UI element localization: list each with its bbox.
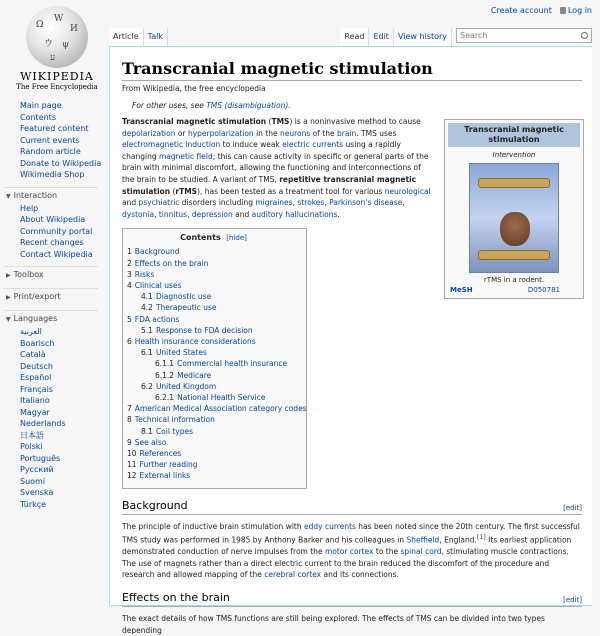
reference-link[interactable]: [1]	[476, 534, 486, 542]
sidebar-nav-item[interactable]: Current events	[20, 135, 80, 145]
link[interactable]: hyperpolarization	[187, 128, 254, 138]
toc-item-link[interactable]: Diagnostic use	[155, 292, 212, 302]
link[interactable]: migraines	[255, 198, 293, 208]
toc-item-number: 10	[127, 449, 137, 458]
bold-term: Transcranial magnetic stimulation	[122, 117, 267, 126]
logo-tagline: The Free Encyclopedia	[16, 83, 98, 91]
text: ,	[187, 209, 192, 219]
chevron-down-icon: ▼	[6, 316, 11, 323]
site-subtitle: From Wikipedia, the free encyclopedia	[122, 84, 266, 93]
sidebar-nav-item[interactable]: Contents	[20, 112, 56, 122]
mesh-link[interactable]: D050781	[527, 286, 560, 294]
lead-paragraph	[122, 116, 432, 220]
text: or	[175, 128, 188, 138]
sidebar-language-item[interactable]: Nederlands	[20, 419, 66, 428]
tab-history[interactable]	[394, 28, 452, 46]
toc-item-link[interactable]: Further reading	[139, 460, 198, 470]
link[interactable]: spinal cord	[400, 547, 442, 557]
toc-item-number: 8	[127, 415, 132, 425]
toc-item-number: 6.1.2	[155, 370, 175, 380]
sidebar-interaction-item[interactable]: Contact Wikipedia	[20, 249, 93, 259]
toc-item-number: 7	[127, 404, 132, 414]
infobox-subtitle: Intervention	[492, 151, 536, 159]
tab-edit[interactable]	[369, 28, 394, 46]
text: using a rapidly changing	[122, 140, 401, 161]
toc-item[interactable]	[127, 403, 307, 414]
sidebar-interaction-item[interactable]: Recent changes	[20, 238, 84, 247]
toc-item[interactable]	[127, 414, 300, 425]
section-edit-link[interactable]: [edit]	[563, 503, 582, 512]
text: (	[266, 117, 272, 126]
view-tabs	[340, 28, 592, 46]
sidebar-heading-interaction[interactable]	[4, 187, 98, 203]
toc-item-link[interactable]: National Health Service	[177, 392, 266, 402]
mesh-label: MeSH	[450, 286, 473, 294]
text: ), has been tested as a treatment tool for various	[197, 186, 385, 196]
sidebar-nav-item[interactable]: Featured content	[20, 124, 89, 133]
sidebar-language-item[interactable]: Deutsch	[20, 361, 53, 371]
sidebar-heading-label: Interaction	[13, 190, 58, 200]
toc-item-number: 5.1	[141, 325, 153, 335]
toc-item[interactable]	[127, 358, 300, 369]
toc-item-link[interactable]: Clinical uses	[134, 280, 182, 290]
login-link[interactable]: Log in	[567, 6, 592, 15]
text: of the	[310, 128, 337, 138]
sidebar-language-item[interactable]: Suomi	[20, 476, 46, 486]
text: ,	[154, 209, 159, 219]
toc-item-number: 3	[127, 269, 132, 279]
link[interactable]: neurological	[384, 186, 431, 196]
tab-read[interactable]	[340, 28, 369, 46]
text: ,	[292, 198, 298, 208]
section-heading-background	[122, 499, 582, 515]
link[interactable]: psychiatric	[138, 198, 180, 208]
toc-item[interactable]	[127, 269, 300, 280]
toc-item[interactable]	[127, 280, 300, 291]
chevron-right-icon: ▶	[6, 294, 11, 301]
text: ,	[324, 198, 330, 208]
sidebar-interaction-item[interactable]: Community portal	[20, 226, 93, 236]
toc-item-link[interactable]: Technical information	[134, 415, 215, 425]
infobox-mesh-row	[448, 284, 580, 294]
link[interactable]: motor cortex	[324, 547, 374, 557]
toc-item-number: 1	[127, 247, 132, 257]
coil-shape	[478, 178, 550, 188]
toc-item-link[interactable]: External links	[139, 471, 191, 481]
toc-hide-toggle[interactable]	[226, 234, 247, 242]
puzzle-globe-icon: Ω W И ウ ψ ע	[26, 6, 88, 68]
text: , stimulating muscle contractions. The use of magnets rather than a direct electric current to the brain reduced the discomfort of the procedure and research and allowed mapping of the	[122, 547, 569, 580]
rodent-image	[500, 212, 530, 246]
toc-item[interactable]	[127, 291, 300, 302]
lock-icon	[560, 7, 566, 14]
toc-item-number: 12	[127, 471, 137, 481]
text: and	[232, 209, 252, 219]
text: to the	[373, 547, 401, 557]
hatnote-text: For other uses, see	[132, 101, 207, 110]
background-paragraph	[122, 521, 582, 581]
page-title: Transcranial magnetic stimulation	[122, 59, 582, 81]
link[interactable]: Sheffield	[406, 535, 440, 545]
toc-item[interactable]	[127, 347, 300, 358]
sidebar-navigation	[0, 100, 108, 181]
link[interactable]: magnetic field	[158, 151, 213, 161]
text: Its earliest application demonstrated conduction of nerve impulses from the	[122, 535, 572, 557]
text: (	[170, 186, 176, 196]
text: ,	[402, 198, 405, 208]
toc-item-number: 6	[127, 336, 132, 346]
toc-item-link[interactable]: Medicare	[177, 370, 212, 380]
sidebar-language-item[interactable]: Magyar	[20, 407, 50, 417]
toc-item-link[interactable]: American Medical Association category codes	[134, 404, 307, 414]
section-edit-link[interactable]: [edit]	[563, 596, 582, 605]
bold-term: TMS	[271, 117, 290, 126]
sidebar-interaction	[0, 203, 108, 261]
toc-item-number: 6.2.1	[155, 392, 175, 402]
link[interactable]: dystonia	[122, 209, 155, 219]
toc-item-link[interactable]: Therapeutic use	[155, 303, 217, 313]
sidebar-language-item[interactable]: Svenska	[20, 488, 54, 497]
sidebar-language-item[interactable]: Español	[20, 373, 52, 382]
toc-item-link[interactable]: Risks	[134, 269, 155, 279]
link[interactable]: depression	[191, 209, 233, 219]
toc-item-link[interactable]: See also	[134, 437, 167, 447]
toc-item[interactable]	[127, 336, 300, 347]
toc-item-link[interactable]: Effects on the brain	[134, 258, 209, 268]
hatnote-link[interactable]: TMS (disambiguation)	[206, 101, 289, 110]
bold-term: repetitive transcranial magnetic stimulation	[122, 174, 417, 196]
tab-edit-label: Edit	[373, 32, 389, 41]
logo-wordmark: WIKIPEDIA	[20, 70, 94, 83]
toc-item[interactable]	[127, 302, 300, 313]
search-input[interactable]	[456, 28, 592, 43]
search-icon[interactable]	[581, 32, 588, 39]
toc-item[interactable]	[127, 470, 300, 481]
wikipedia-logo[interactable]	[8, 6, 106, 96]
sidebar-nav-item[interactable]: Donate to Wikipedia	[20, 158, 102, 168]
sidebar-language-item[interactable]: Français	[20, 384, 53, 394]
toc-item[interactable]	[127, 325, 300, 336]
effects-paragraph: The exact details of how TMS functions are still being explored. The effects of TMS can be divided into two types depending	[122, 614, 545, 635]
sidebar-language-item[interactable]: Polski	[20, 442, 43, 451]
text: and its connections.	[321, 570, 399, 580]
link[interactable]: brain	[337, 128, 357, 138]
tab-talk[interactable]	[144, 28, 168, 46]
toc-item[interactable]	[127, 448, 300, 459]
section-title: Effects on the brain	[122, 591, 230, 605]
table-of-contents	[122, 228, 307, 488]
sidebar-heading-label: Languages	[13, 314, 58, 323]
text: ) is a noninvasive method to cause	[289, 117, 421, 126]
toc-item-number: 4	[127, 280, 132, 290]
sidebar-language-item[interactable]: 日本語	[20, 430, 44, 440]
text: has been noted since the 20th century. The first successful TMS study was performed in 1985 by Anthony Barker and his colleagues in	[122, 521, 580, 545]
text: and	[122, 198, 139, 208]
bold-term: rTMS	[175, 186, 198, 196]
text: to induce weak	[220, 140, 283, 150]
sidebar-heading-languages[interactable]	[4, 310, 98, 326]
sidebar-heading-label: Toolbox	[13, 270, 44, 279]
toc-item-number: 4.2	[141, 303, 153, 313]
toc-item-number: 6.1.1	[155, 359, 175, 369]
sidebar-language-item[interactable]: Català	[20, 350, 46, 359]
sidebar-language-item[interactable]: Русский	[20, 465, 54, 474]
namespace-tabs	[109, 28, 168, 46]
toc-item[interactable]	[127, 437, 300, 448]
text: in the	[253, 128, 280, 138]
toc-item-link[interactable]: Response to FDA decision	[155, 325, 253, 335]
sidebar-heading-label: Print/export	[13, 292, 61, 301]
sidebar-language-item[interactable]: Boarisch	[20, 338, 55, 348]
toc-item-link[interactable]: Coil types	[155, 426, 193, 436]
sidebar-heading-print[interactable]	[4, 288, 98, 304]
chevron-right-icon: ▶	[6, 272, 11, 279]
sidebar-language-item[interactable]: العربية	[20, 327, 42, 336]
link[interactable]: tinnitus	[158, 209, 188, 219]
link[interactable]: electromagnetic induction	[122, 140, 221, 150]
tab-history-label: View history	[397, 32, 447, 41]
toc-item-number: 2	[127, 258, 132, 268]
infobox	[444, 119, 584, 299]
link[interactable]: electric currents	[282, 140, 344, 150]
toc-item-link[interactable]: Health insurance considerations	[134, 336, 256, 346]
tab-article-label: Article	[113, 32, 139, 41]
toc-item[interactable]	[127, 370, 300, 381]
infobox-title: Transcranial magnetic stimulation	[448, 123, 580, 147]
chevron-down-icon: ▼	[6, 192, 11, 200]
toc-item[interactable]	[127, 246, 300, 257]
sidebar-interaction-item[interactable]: About Wikipedia	[20, 215, 86, 224]
toc-item-number: 8.1	[141, 426, 153, 436]
text: disorders including	[179, 198, 256, 208]
link[interactable]: eddy currents	[304, 521, 356, 531]
sidebar-language-item[interactable]: Türkçe	[20, 499, 47, 509]
sidebar-interaction-item[interactable]: Help	[20, 203, 39, 213]
toc-item[interactable]	[127, 314, 300, 325]
coil-shape	[478, 250, 550, 260]
link[interactable]: Parkinson's disease	[329, 198, 403, 208]
toc-item[interactable]	[127, 381, 300, 392]
toc-item-number: 4.1	[141, 292, 153, 302]
sidebar-nav-item[interactable]: Wikimedia Shop	[20, 170, 85, 179]
toc-title	[127, 233, 300, 242]
link[interactable]: depolarization	[122, 128, 176, 138]
toc-item-link[interactable]: FDA actions	[134, 314, 180, 324]
toc-item-link[interactable]: United States	[155, 348, 207, 358]
toc-item-number: 11	[127, 460, 137, 470]
toc-item[interactable]	[127, 426, 300, 437]
hatnote-end: .	[288, 101, 291, 110]
toc-list	[127, 246, 307, 481]
toc-title-text: Contents	[180, 233, 221, 243]
toc-item[interactable]	[127, 392, 300, 403]
text: The principle of inductive brain stimulation with	[122, 521, 304, 531]
text: .	[337, 209, 340, 219]
infobox-image[interactable]	[469, 163, 559, 273]
toc-item[interactable]	[127, 459, 300, 470]
sidebar-nav-item[interactable]: Main page	[20, 101, 62, 110]
toc-item-link[interactable]: References	[139, 449, 182, 458]
sidebar	[0, 100, 108, 516]
sidebar-language-item[interactable]: Italiano	[20, 396, 50, 405]
section-heading-effects	[122, 591, 582, 607]
link[interactable]: auditory hallucinations	[251, 209, 338, 219]
sidebar-languages	[0, 326, 108, 510]
tab-article[interactable]	[109, 28, 144, 46]
text: , England.	[439, 535, 477, 545]
link[interactable]: cerebral cortex	[264, 570, 322, 580]
link[interactable]: neurons	[280, 128, 311, 138]
hatnote	[132, 101, 582, 110]
sidebar-heading-toolbox[interactable]	[4, 266, 98, 282]
search-placeholder: Search	[460, 31, 488, 40]
toc-item-link[interactable]: Commercial health insurance	[177, 359, 288, 369]
section-title: Background	[122, 498, 188, 512]
text: . TMS uses	[356, 128, 397, 138]
sidebar-language-item[interactable]: Português	[20, 453, 61, 463]
toc-item-number: 6.2	[141, 381, 153, 391]
tab-talk-label: Talk	[147, 32, 163, 41]
toc-item-link[interactable]: United Kingdom	[155, 381, 217, 391]
create-account-link[interactable]: Create account	[490, 6, 552, 15]
tab-read-label: Read	[344, 32, 365, 41]
link[interactable]: strokes	[297, 198, 325, 208]
toc-item-link[interactable]: Background	[134, 247, 180, 257]
toc-item-number: 5	[127, 314, 132, 324]
text: ; this can cause activity in specific or general parts of the brain with minimal discomfort, allowing the functioning and interconnections of the brain to be studied. A variant of TMS,	[122, 151, 429, 184]
sidebar-nav-item[interactable]: Random article	[20, 147, 81, 156]
toc-item[interactable]	[127, 258, 300, 269]
toc-item-number: 6.1	[141, 348, 153, 358]
login-wrap	[560, 6, 592, 15]
personal-tools	[491, 6, 592, 15]
article-content	[109, 46, 592, 635]
toc-item-number: 9	[127, 437, 132, 447]
toc-hide-link[interactable]: [hide]	[226, 234, 247, 243]
infobox-caption: rTMS in a rodent.	[483, 276, 545, 284]
